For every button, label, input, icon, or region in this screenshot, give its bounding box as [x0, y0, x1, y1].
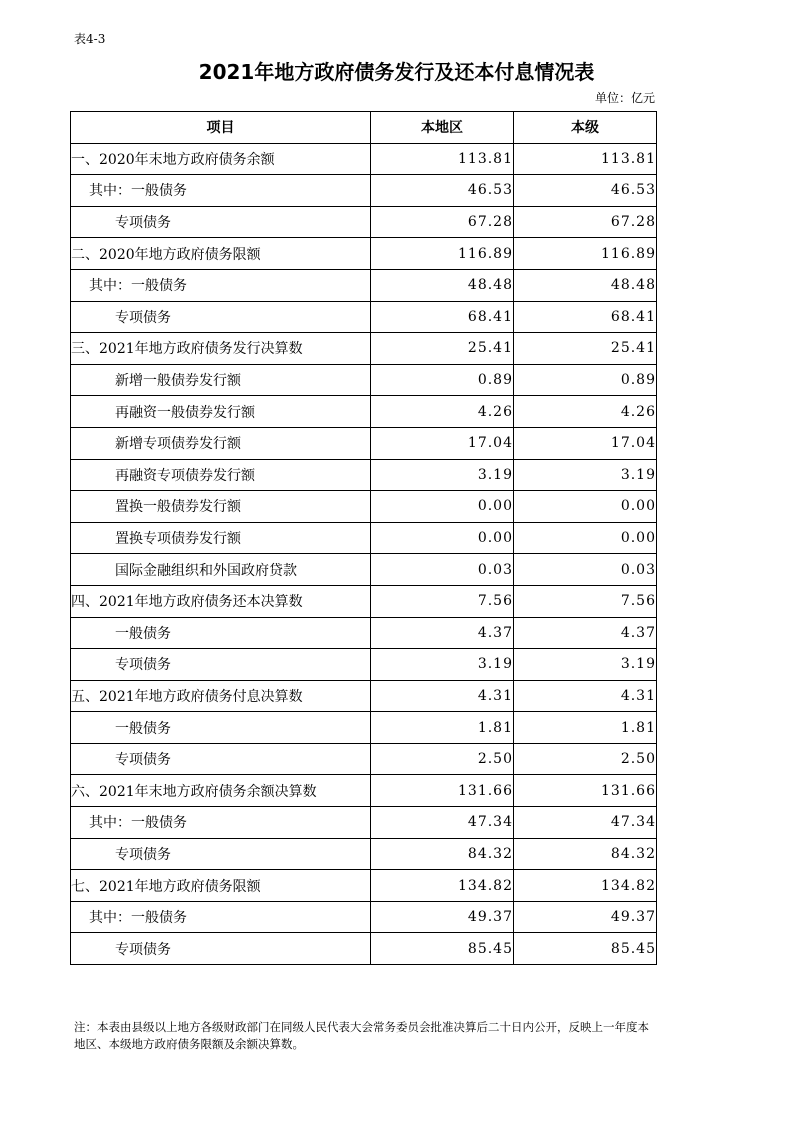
- row-item-label: 专项债务: [71, 301, 371, 333]
- row-region-value: 0.00: [371, 491, 514, 523]
- row-item-label: 三、2021年地方政府债务发行决算数: [71, 333, 371, 365]
- table-number: 表4-3: [74, 32, 106, 46]
- row-region-value: 3.19: [371, 649, 514, 681]
- row-region-value: 134.82: [371, 870, 514, 902]
- unit-label: 单位：亿元: [594, 91, 655, 105]
- row-region-value: 49.37: [371, 901, 514, 933]
- row-region-value: 116.89: [371, 238, 514, 270]
- row-level-value: 0.03: [514, 554, 657, 586]
- table-row: [71, 585, 657, 617]
- row-item-label: 其中：一般债务: [71, 175, 371, 207]
- row-level-value: 48.48: [514, 269, 657, 301]
- row-region-value: 85.45: [371, 933, 514, 965]
- footnote: 注：本表由县级以上地方各级财政部门在同级人民代表大会常务委员会批准决算后二十日内公开，反映上一年度本地区、本级地方政府债务限额及余额决算数。: [74, 1020, 649, 1051]
- row-item-label: 新增专项债券发行额: [71, 427, 371, 459]
- row-item-label: 六、2021年末地方政府债务余额决算数: [71, 775, 371, 807]
- table-row: [71, 807, 657, 839]
- table-row: [71, 396, 657, 428]
- row-region-value: 48.48: [371, 269, 514, 301]
- row-level-value: 7.56: [514, 585, 657, 617]
- row-level-value: 4.31: [514, 680, 657, 712]
- row-region-value: 47.34: [371, 807, 514, 839]
- table-row: [71, 427, 657, 459]
- row-region-value: 4.26: [371, 396, 514, 428]
- table-row: [71, 491, 657, 523]
- table-row: [71, 333, 657, 365]
- table-row: [71, 870, 657, 902]
- row-region-value: 17.04: [371, 427, 514, 459]
- page-title: 2021年地方政府债务发行及还本付息情况表: [198, 60, 595, 84]
- table-row: [71, 459, 657, 491]
- table-row: [71, 617, 657, 649]
- row-item-label: 七、2021年地方政府债务限额: [71, 870, 371, 902]
- table-row: [71, 649, 657, 681]
- row-item-label: 专项债务: [71, 743, 371, 775]
- row-item-label: 其中：一般债务: [71, 269, 371, 301]
- table-row: [71, 712, 657, 744]
- row-item-label: 五、2021年地方政府债务付息决算数: [71, 680, 371, 712]
- row-level-value: 0.89: [514, 364, 657, 396]
- row-level-value: 67.28: [514, 206, 657, 238]
- row-level-value: 2.50: [514, 743, 657, 775]
- table-row: [71, 522, 657, 554]
- row-region-value: 7.56: [371, 585, 514, 617]
- row-region-value: 67.28: [371, 206, 514, 238]
- row-item-label: 二、2020年地方政府债务限额: [71, 238, 371, 270]
- row-item-label: 置换一般债券发行额: [71, 491, 371, 523]
- table-row: [71, 364, 657, 396]
- table-row: [71, 206, 657, 238]
- table-row: [71, 680, 657, 712]
- row-level-value: 4.26: [514, 396, 657, 428]
- row-level-value: 85.45: [514, 933, 657, 965]
- row-item-label: 专项债务: [71, 649, 371, 681]
- row-level-value: 84.32: [514, 838, 657, 870]
- row-item-label: 再融资专项债券发行额: [71, 459, 371, 491]
- row-item-label: 其中：一般债务: [71, 901, 371, 933]
- row-level-value: 3.19: [514, 649, 657, 681]
- row-level-value: 113.81: [514, 143, 657, 175]
- row-level-value: 0.00: [514, 491, 657, 523]
- row-item-label: 新增一般债券发行额: [71, 364, 371, 396]
- row-level-value: 1.81: [514, 712, 657, 744]
- row-region-value: 0.03: [371, 554, 514, 586]
- table-body: [71, 143, 657, 964]
- row-region-value: 25.41: [371, 333, 514, 365]
- table-header-row: [71, 112, 657, 144]
- row-item-label: 专项债务: [71, 206, 371, 238]
- row-region-value: 2.50: [371, 743, 514, 775]
- table-row: [71, 933, 657, 965]
- row-level-value: 3.19: [514, 459, 657, 491]
- header-level: 本级: [514, 112, 657, 144]
- row-item-label: 置换专项债券发行额: [71, 522, 371, 554]
- table-row: [71, 301, 657, 333]
- header-region: 本地区: [371, 112, 514, 144]
- table-row: [71, 238, 657, 270]
- row-region-value: 4.31: [371, 680, 514, 712]
- row-region-value: 84.32: [371, 838, 514, 870]
- row-level-value: 0.00: [514, 522, 657, 554]
- row-region-value: 4.37: [371, 617, 514, 649]
- row-level-value: 116.89: [514, 238, 657, 270]
- row-item-label: 专项债务: [71, 933, 371, 965]
- row-region-value: 68.41: [371, 301, 514, 333]
- row-level-value: 47.34: [514, 807, 657, 839]
- row-level-value: 131.66: [514, 775, 657, 807]
- row-item-label: 国际金融组织和外国政府贷款: [71, 554, 371, 586]
- row-region-value: 46.53: [371, 175, 514, 207]
- row-item-label: 一般债务: [71, 712, 371, 744]
- table-row: [71, 143, 657, 175]
- row-region-value: 0.00: [371, 522, 514, 554]
- row-level-value: 134.82: [514, 870, 657, 902]
- row-level-value: 68.41: [514, 301, 657, 333]
- row-level-value: 4.37: [514, 617, 657, 649]
- row-region-value: 1.81: [371, 712, 514, 744]
- row-item-label: 四、2021年地方政府债务还本决算数: [71, 585, 371, 617]
- row-item-label: 再融资一般债券发行额: [71, 396, 371, 428]
- row-level-value: 49.37: [514, 901, 657, 933]
- row-region-value: 3.19: [371, 459, 514, 491]
- table-row: [71, 775, 657, 807]
- row-item-label: 其中：一般债务: [71, 807, 371, 839]
- table-row: [71, 175, 657, 207]
- header-item: 项目: [71, 112, 371, 144]
- table-row: [71, 269, 657, 301]
- table-row: [71, 743, 657, 775]
- row-level-value: 46.53: [514, 175, 657, 207]
- row-level-value: 25.41: [514, 333, 657, 365]
- table-row: [71, 838, 657, 870]
- table-row: [71, 901, 657, 933]
- row-region-value: 131.66: [371, 775, 514, 807]
- table-row: [71, 554, 657, 586]
- row-item-label: 一般债务: [71, 617, 371, 649]
- row-item-label: 专项债务: [71, 838, 371, 870]
- row-region-value: 0.89: [371, 364, 514, 396]
- row-level-value: 17.04: [514, 427, 657, 459]
- debt-table: [70, 111, 657, 965]
- row-item-label: 一、2020年末地方政府债务余额: [71, 143, 371, 175]
- row-region-value: 113.81: [371, 143, 514, 175]
